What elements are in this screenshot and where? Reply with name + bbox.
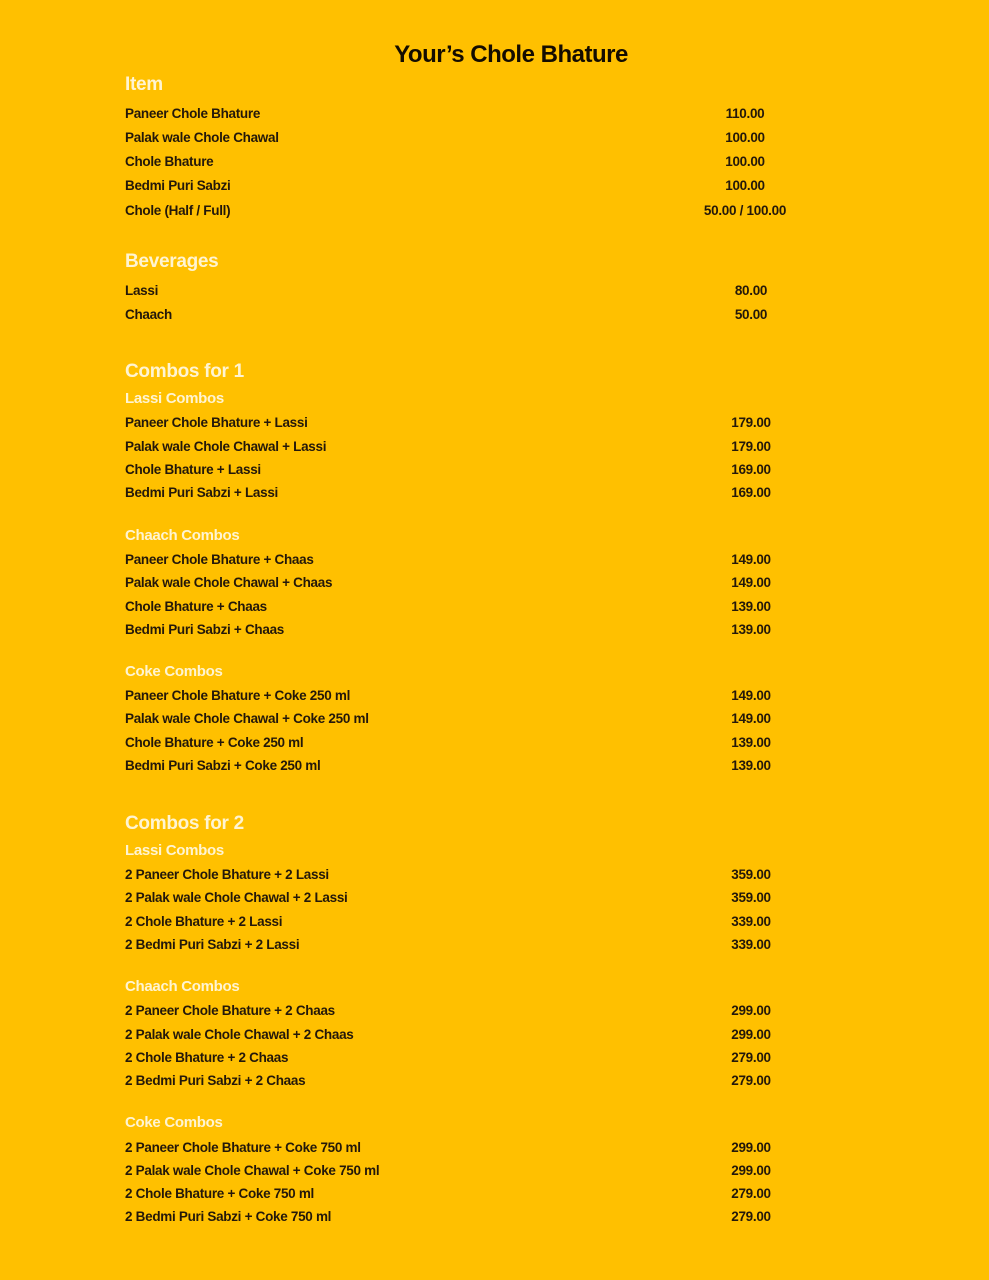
section-heading: Combos for 2: [125, 813, 244, 834]
menu-item-name: 2 Palak wale Chole Chawal + 2 Lassi: [125, 890, 348, 905]
menu-item-name: Paneer Chole Bhature + Chaas: [125, 552, 314, 567]
section-heading: Combos for 1: [125, 361, 244, 382]
menu-item-name: Palak wale Chole Chawal + Lassi: [125, 439, 327, 454]
menu-item-name: Palak wale Chole Chawal + Coke 250 ml: [125, 711, 369, 726]
menu-item-price: 110.00: [725, 106, 765, 121]
menu-item-price: 149.00: [731, 552, 771, 567]
section-heading: Item: [125, 74, 163, 95]
menu-item-name: Chaach: [125, 307, 172, 322]
menu-item-name: 2 Palak wale Chole Chawal + Coke 750 ml: [125, 1163, 380, 1178]
menu-item-name: Chole Bhature: [125, 154, 214, 169]
subsection-heading: Lassi Combos: [125, 390, 224, 407]
menu-item-name: 2 Chole Bhature + 2 Chaas: [125, 1050, 289, 1065]
menu-item-name: Chole Bhature + Chaas: [125, 599, 267, 614]
menu-item-price: 359.00: [731, 867, 771, 882]
menu-item-price: 299.00: [731, 1003, 771, 1018]
menu-item-price: 279.00: [731, 1186, 771, 1201]
subsection-heading: Coke Combos: [125, 663, 223, 680]
menu-item-name: 2 Chole Bhature + Coke 750 ml: [125, 1186, 314, 1201]
subsection-heading: Coke Combos: [125, 1114, 223, 1131]
menu-item-name: Paneer Chole Bhature: [125, 106, 261, 121]
menu-item-price: 50.00: [734, 307, 768, 322]
menu-item-name: 2 Paneer Chole Bhature + 2 Lassi: [125, 867, 329, 882]
subsection-heading: Lassi Combos: [125, 842, 224, 859]
menu-item-price: 149.00: [731, 711, 771, 726]
menu-item-name: Chole Bhature + Coke 250 ml: [125, 735, 304, 750]
menu-item-price: 299.00: [731, 1140, 771, 1155]
subsection-heading: Chaach Combos: [125, 978, 240, 995]
menu-item-price: 139.00: [731, 599, 771, 614]
menu-item-name: 2 Bedmi Puri Sabzi + 2 Chaas: [125, 1073, 306, 1088]
menu-item-price: 149.00: [731, 575, 771, 590]
menu-item-name: Paneer Chole Bhature + Coke 250 ml: [125, 688, 351, 703]
menu-item-name: Palak wale Chole Chawal + Chaas: [125, 575, 333, 590]
menu-item-name: Bedmi Puri Sabzi + Chaas: [125, 622, 284, 637]
menu-item-price: 139.00: [731, 758, 771, 773]
menu-item-price: 279.00: [731, 1073, 771, 1088]
menu-item-name: 2 Paneer Chole Bhature + Coke 750 ml: [125, 1140, 361, 1155]
menu-item-name: Bedmi Puri Sabzi + Lassi: [125, 485, 278, 500]
menu-item-name: 2 Bedmi Puri Sabzi + Coke 750 ml: [125, 1209, 332, 1224]
menu-item-name: 2 Paneer Chole Bhature + 2 Chaas: [125, 1003, 335, 1018]
menu-item-price: 100.00: [725, 178, 765, 193]
menu-item-price: 169.00: [731, 485, 771, 500]
menu-item-name: Chole Bhature + Lassi: [125, 462, 261, 477]
menu-item-price: 299.00: [731, 1163, 771, 1178]
menu-item-name: 2 Bedmi Puri Sabzi + 2 Lassi: [125, 937, 300, 952]
menu-item-name: Chole (Half / Full): [125, 203, 231, 218]
menu-item-name: Bedmi Puri Sabzi: [125, 178, 231, 193]
menu-item-price: 339.00: [731, 937, 771, 952]
menu-item-price: 100.00: [725, 130, 765, 145]
menu-item-name: Paneer Chole Bhature + Lassi: [125, 415, 308, 430]
menu-item-price: 100.00: [725, 154, 765, 169]
menu-item-name: 2 Chole Bhature + 2 Lassi: [125, 914, 283, 929]
subsection-heading: Chaach Combos: [125, 527, 240, 544]
section-heading: Beverages: [125, 251, 219, 272]
menu-item-price: 179.00: [731, 439, 771, 454]
menu-item-price: 139.00: [731, 622, 771, 637]
menu-item-price: 339.00: [731, 914, 771, 929]
menu-item-price: 50.00 / 100.00: [703, 203, 787, 218]
menu-title: Your’s Chole Bhature: [394, 41, 628, 68]
menu-item-price: 279.00: [731, 1050, 771, 1065]
menu-item-price: 149.00: [731, 688, 771, 703]
menu-item-price: 359.00: [731, 890, 771, 905]
menu-item-price: 279.00: [731, 1209, 771, 1224]
menu-item-price: 139.00: [731, 735, 771, 750]
menu-item-price: 299.00: [731, 1027, 771, 1042]
menu-item-name: Bedmi Puri Sabzi + Coke 250 ml: [125, 758, 321, 773]
menu-item-price: 80.00: [734, 283, 768, 298]
menu-item-name: 2 Palak wale Chole Chawal + 2 Chaas: [125, 1027, 354, 1042]
menu-item-price: 169.00: [731, 462, 771, 477]
menu-item-name: Palak wale Chole Chawal: [125, 130, 279, 145]
menu-item-price: 179.00: [731, 415, 771, 430]
menu-item-name: Lassi: [125, 283, 159, 298]
